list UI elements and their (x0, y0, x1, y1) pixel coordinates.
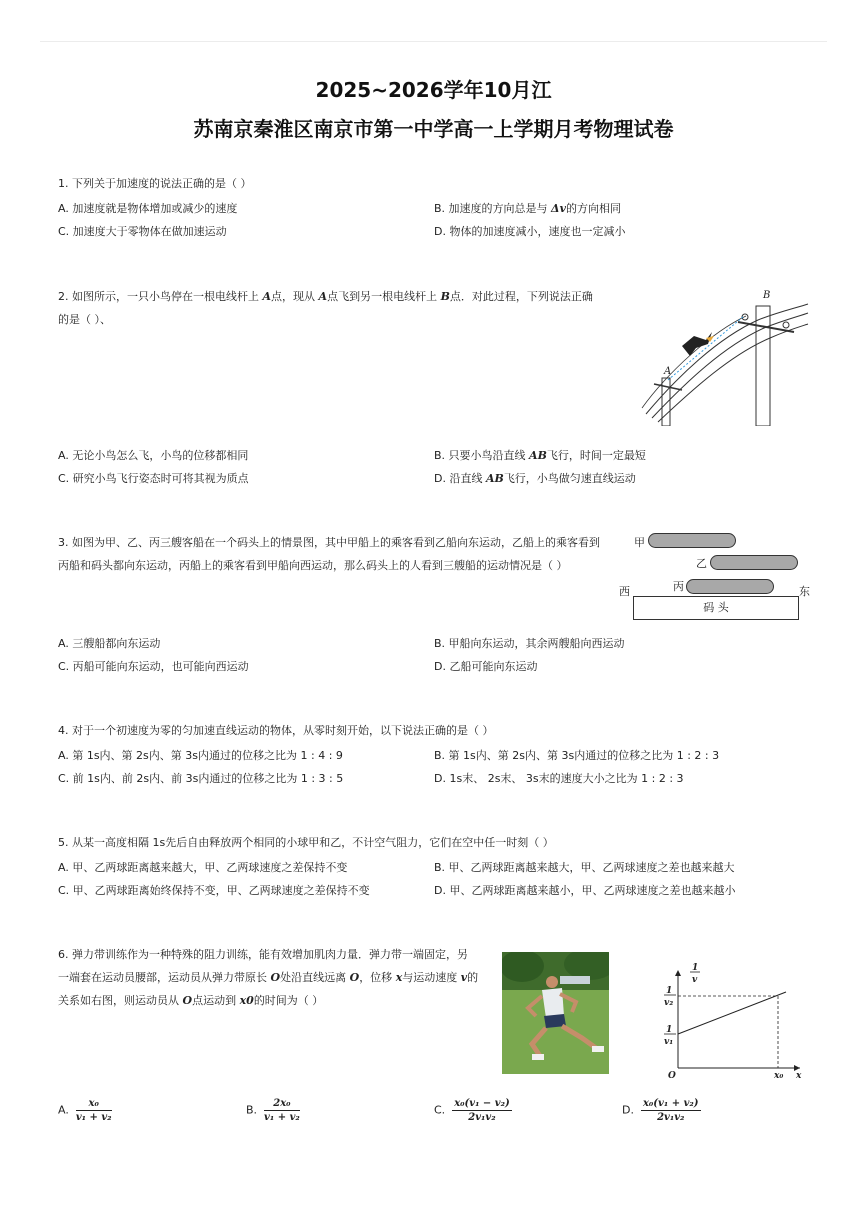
q2-stem: 2. 如图所示，一只小鸟停在一根电线杆上 A点，现从 A点飞到另一根电线杆上 B点．对此过程，下列说法正确 的是（ ）、 (58, 290, 593, 326)
q5-option-a[interactable]: A. 甲、乙两球距离越来越大，甲、乙两球速度之差保持不变 (58, 861, 348, 874)
point-b-label: B (763, 290, 771, 301)
exam-title-line2: 苏南京秦淮区南京市第一中学高一上学期月考物理试卷 (193, 117, 674, 141)
q3-stem: 3. 如图为甲、乙、丙三艘客船在一个码头上的情景图，其中甲船上的乘客看到乙船向东运动，乙船上的乘客看到丙船和码头都向东运动，丙船上的乘客看到甲船向西运动，那么码头上的人看到三艘船的运动情况是（ ） (58, 536, 600, 572)
boat-jia-label: 甲 (634, 536, 645, 549)
boat-bing-label: 丙 (673, 580, 684, 593)
q4-option-a[interactable]: A. 第 1s内、第 2s内、第 3s内通过的位移之比为 1 : 4 : 9 (58, 749, 343, 762)
q4-option-c[interactable]: C. 前 1s内、前 2s内、前 3s内通过的位移之比为 1 : 3 : 5 (58, 772, 344, 785)
q5-option-c[interactable]: C. 甲、乙两球距离始终保持不变，甲、乙两球速度之差保持不变 (58, 884, 370, 897)
y-axis-label-den: v (692, 975, 698, 985)
q3-option-b[interactable]: B. 甲船向东运动，其余两艘船向西运动 (434, 637, 625, 650)
graph-line (678, 992, 786, 1034)
q6-option-d[interactable]: D. $\frac{\text{x₀(v₁ + v₂)}}{\text{2v₁v₂}}$ (622, 1098, 699, 1123)
q2-option-a[interactable]: A. 无论小鸟怎么飞，小鸟的位移都相同 (58, 449, 249, 462)
y-axis-label-num: 1 (692, 963, 699, 973)
dock: 码 头 (633, 596, 799, 620)
boat-yi-label: 乙 (696, 557, 707, 570)
q4-option-b[interactable]: B. 第 1s内、第 2s内、第 3s内通过的位移之比为 1 : 2 : 3 (434, 749, 720, 762)
q6-option-b[interactable]: B. $\frac{\text{2x₀}}{\text{v₁ + v₂}}$ (246, 1098, 300, 1123)
x-axis-label: x (796, 1071, 802, 1080)
q5-option-d[interactable]: D. 甲、乙两球距离越来越小，甲、乙两球速度之差也越来越小 (434, 884, 736, 897)
tick-v2-num: 1 (666, 986, 673, 996)
bird-icon (682, 332, 714, 356)
tick-v1-den: v₁ (664, 1037, 674, 1047)
q1-option-c[interactable]: C. 加速度大于零物体在做加速运动 (58, 225, 227, 238)
tick-v2-den: v₂ (664, 998, 674, 1008)
exam-title-line1: 2025~2026学年10月江 (315, 78, 552, 102)
q3-option-a[interactable]: A. 三艘船都向东运动 (58, 637, 161, 650)
q6-option-a-fraction: $\frac{\text{x₀}}{\text{v₁ + v₂}}$ (75, 1098, 112, 1123)
east-label: 东 (799, 585, 810, 598)
q6-option-b-fraction: $\frac{\text{2x₀}}{\text{v₁ + v₂}}$ (264, 1098, 300, 1123)
q1-option-d[interactable]: D. 物体的加速度减小，速度也一定减小 (434, 225, 626, 238)
boat-bing (686, 579, 774, 594)
runner-photo (502, 952, 609, 1074)
q2-option-c[interactable]: C. 研究小鸟飞行姿态时可将其视为质点 (58, 472, 249, 485)
inverse-velocity-graph (650, 958, 810, 1080)
q6-option-d-fraction: $\frac{\text{x₀(v₁ + v₂)}}{\text{2v₁v₂}}$ (642, 1098, 699, 1123)
q3-option-c[interactable]: C. 丙船可能向东运动，也可能向西运动 (58, 660, 249, 673)
boat-yi (710, 555, 798, 570)
q4-option-d[interactable]: D. 1s末、 2s末、 3s末的速度大小之比为 1 : 2 : 3 (434, 772, 684, 785)
q1-option-a[interactable]: A. 加速度就是物体增加或减少的速度 (58, 202, 238, 215)
q6-option-c-fraction: $\frac{\text{x₀(v₁ − v₂)}}{\text{2v₁v₂}}$ (454, 1098, 510, 1123)
bird-power-line-figure (638, 286, 810, 426)
point-a-label: A (664, 366, 672, 377)
header-divider (40, 41, 827, 42)
q6-stem: 6. 弹力带训练作为一种特殊的阻力训练，能有效增加肌肉力量．弹力带一端固定，另 一端套在运动员腰部，运动员从弹力带原长 O处沿直线远离 O，位移 x与运动速度 v的 关系如右图，则运动员从 O点运动到 x0的时间为（ ） (58, 948, 479, 1007)
q5-option-b[interactable]: B. 甲、乙两球距离越来越大，甲、乙两球速度之差也越来越大 (434, 861, 735, 874)
q2-option-b[interactable]: B. 只要小鸟沿直线 AB飞行，时间一定最短 (434, 449, 646, 462)
origin-label: O (668, 1071, 676, 1080)
q5-stem: 5. 从某一高度相隔 1s先后自由释放两个相同的小球甲和乙，不计空气阻力，它们在空中任一时刻（ ） (58, 836, 554, 849)
q1-option-b[interactable]: B. 加速度的方向总是与 Δv的方向相同 (434, 202, 621, 215)
q6-option-c[interactable]: C. $\frac{\text{x₀(v₁ − v₂)}}{\text{2v₁v₂}}$ (434, 1098, 510, 1123)
q1-stem: 1. 下列关于加速度的说法正确的是（ ） (58, 177, 252, 190)
q2-option-d[interactable]: D. 沿直线 AB飞行，小鸟做匀速直线运动 (434, 472, 636, 485)
q4-stem: 4. 对于一个初速度为零的匀加速直线运动的物体，从零时刻开始，以下说法正确的是（ ） (58, 724, 494, 737)
q6-option-a[interactable]: A. $\frac{\text{x₀}}{\text{v₁ + v₂}}$ (58, 1098, 112, 1123)
tick-x0: x₀ (774, 1071, 784, 1080)
west-label: 西 (619, 585, 630, 598)
tick-v1-num: 1 (666, 1025, 673, 1035)
q3-option-d[interactable]: D. 乙船可能向东运动 (434, 660, 538, 673)
boat-jia (648, 533, 736, 548)
